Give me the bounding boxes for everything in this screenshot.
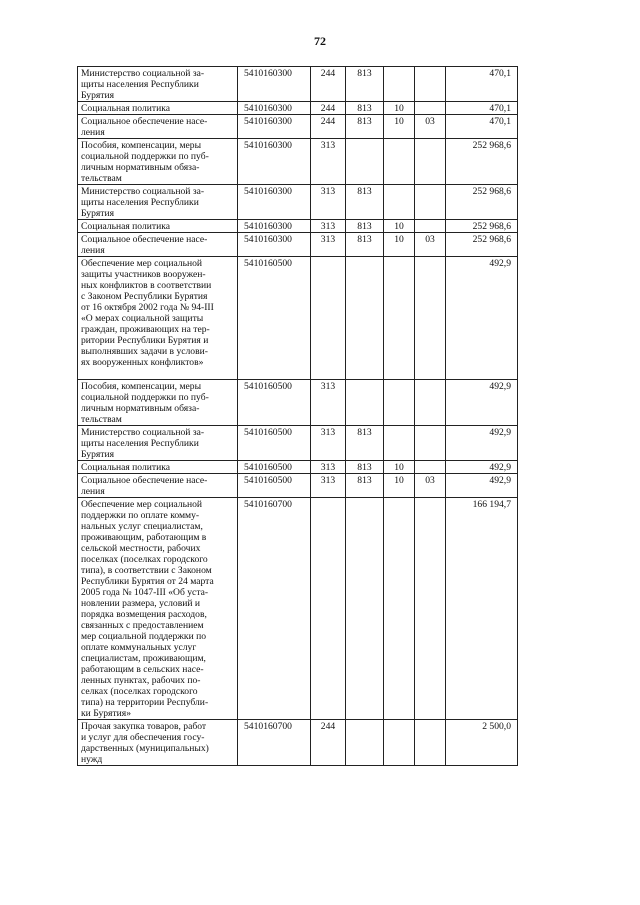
table-row [78, 102, 518, 115]
amount: 252 968,6 [446, 220, 518, 233]
administrator-code: 813 [346, 220, 384, 233]
row-name: Обеспечение мер социальной защиты участников вооружен- ных конфликтов в соответствии с Законом Республики Бурятия от 16 октября 2002 года № 94-III «О мерах социальной защиты граждан, проживающих на тер- ритории Республики Бурятия и выполнявших задачи в услови- ях вооруженных конфликтов» [78, 257, 238, 380]
target-article-code: 5410160300 [238, 67, 311, 102]
target-article-code: 5410160500 [238, 257, 311, 380]
row-name: Министерство социальной за- щиты населения Республики Бурятия [78, 67, 238, 102]
amount: 492,9 [446, 426, 518, 461]
target-article-code: 5410160700 [238, 498, 311, 720]
amount: 492,9 [446, 257, 518, 380]
expense-type-code: 313 [311, 220, 346, 233]
subsection-code: 03 [415, 115, 446, 139]
amount: 492,9 [446, 380, 518, 426]
section-code [384, 67, 415, 102]
administrator-code: 813 [346, 115, 384, 139]
expense-type-code: 313 [311, 461, 346, 474]
table-row [78, 185, 518, 220]
subsection-code [415, 102, 446, 115]
expense-type-code: 313 [311, 233, 346, 257]
target-article-code: 5410160300 [238, 115, 311, 139]
table-row [78, 115, 518, 139]
subsection-code [415, 139, 446, 185]
row-name: Социальное обеспечение насе- ления [78, 115, 238, 139]
subsection-code [415, 220, 446, 233]
row-name: Социальное обеспечение насе- ления [78, 474, 238, 498]
target-article-code: 5410160700 [238, 720, 311, 766]
target-article-code: 5410160300 [238, 233, 311, 257]
table-row [78, 220, 518, 233]
subsection-code [415, 380, 446, 426]
expense-type-code: 313 [311, 474, 346, 498]
administrator-code: 813 [346, 426, 384, 461]
row-name: Социальная политика [78, 461, 238, 474]
section-code [384, 185, 415, 220]
row-name: Социальная политика [78, 102, 238, 115]
subsection-code: 03 [415, 233, 446, 257]
administrator-code [346, 139, 384, 185]
section-code [384, 498, 415, 720]
expense-type-code: 244 [311, 720, 346, 766]
table-row [78, 380, 518, 426]
target-article-code: 5410160300 [238, 102, 311, 115]
expense-type-code: 313 [311, 426, 346, 461]
amount: 470,1 [446, 67, 518, 102]
row-name: Министерство социальной за- щиты населения Республики Бурятия [78, 426, 238, 461]
row-name: Пособия, компенсации, меры социальной поддержки по пуб- личным нормативным обяза- тельствам [78, 139, 238, 185]
amount: 492,9 [446, 461, 518, 474]
budget-table [77, 66, 518, 766]
expense-type-code [311, 498, 346, 720]
expense-type-code: 313 [311, 139, 346, 185]
section-code: 10 [384, 461, 415, 474]
subsection-code [415, 257, 446, 380]
subsection-code [415, 185, 446, 220]
subsection-code [415, 720, 446, 766]
section-code [384, 380, 415, 426]
target-article-code: 5410160500 [238, 474, 311, 498]
target-article-code: 5410160500 [238, 426, 311, 461]
target-article-code: 5410160300 [238, 220, 311, 233]
administrator-code [346, 498, 384, 720]
administrator-code [346, 257, 384, 380]
subsection-code [415, 67, 446, 102]
section-code: 10 [384, 102, 415, 115]
amount: 470,1 [446, 115, 518, 139]
amount: 252 968,6 [446, 185, 518, 220]
table-row [78, 461, 518, 474]
table-row [78, 139, 518, 185]
section-code: 10 [384, 233, 415, 257]
amount: 470,1 [446, 102, 518, 115]
section-code [384, 426, 415, 461]
target-article-code: 5410160500 [238, 461, 311, 474]
amount: 166 194,7 [446, 498, 518, 720]
section-code [384, 257, 415, 380]
section-code: 10 [384, 220, 415, 233]
administrator-code: 813 [346, 461, 384, 474]
target-article-code: 5410160300 [238, 185, 311, 220]
administrator-code: 813 [346, 67, 384, 102]
amount: 2 500,0 [446, 720, 518, 766]
amount: 492,9 [446, 474, 518, 498]
administrator-code: 813 [346, 102, 384, 115]
administrator-code: 813 [346, 185, 384, 220]
subsection-code [415, 461, 446, 474]
expense-type-code: 313 [311, 185, 346, 220]
expense-type-code: 244 [311, 102, 346, 115]
table-row [78, 720, 518, 766]
row-name: Обеспечение мер социальной поддержки по оплате комму- нальных услуг специалистам, проживающим, работающим в сельской местности, рабочих поселках (поселках городского типа), в соответствии с Законом Республики Бурятия от 24 марта 2005 года № 1047-III «Об уста- новлении размера, условий и порядка возмещения расходов, связанных с предоставлением мер социальной поддержки по оплате коммунальных услуг специалистам, проживающим, работающим в сельских насе- ленных пунктах, рабочих по- селках (поселках городского типа) на территории Республи- ки Бурятия» [78, 498, 238, 720]
page-number: 72 [314, 34, 326, 48]
table-row [78, 474, 518, 498]
amount: 252 968,6 [446, 139, 518, 185]
table-row [78, 233, 518, 257]
section-code [384, 139, 415, 185]
row-name: Пособия, компенсации, меры социальной поддержки по пуб- личным нормативным обяза- тельствам [78, 380, 238, 426]
expense-type-code: 244 [311, 67, 346, 102]
table-row [78, 67, 518, 102]
administrator-code [346, 380, 384, 426]
subsection-code: 03 [415, 474, 446, 498]
subsection-code [415, 426, 446, 461]
table-row [78, 426, 518, 461]
expense-type-code: 244 [311, 115, 346, 139]
table-row [78, 257, 518, 380]
row-name: Социальное обеспечение насе- ления [78, 233, 238, 257]
row-name: Прочая закупка товаров, работ и услуг для обеспечения госу- дарственных (муниципальных) нужд [78, 720, 238, 766]
amount: 252 968,6 [446, 233, 518, 257]
target-article-code: 5410160300 [238, 139, 311, 185]
row-name: Социальная политика [78, 220, 238, 233]
administrator-code [346, 720, 384, 766]
expense-type-code: 313 [311, 380, 346, 426]
section-code [384, 720, 415, 766]
administrator-code: 813 [346, 233, 384, 257]
section-code: 10 [384, 115, 415, 139]
target-article-code: 5410160500 [238, 380, 311, 426]
subsection-code [415, 498, 446, 720]
row-name: Министерство социальной за- щиты населения Республики Бурятия [78, 185, 238, 220]
table-row [78, 498, 518, 720]
section-code: 10 [384, 474, 415, 498]
expense-type-code [311, 257, 346, 380]
administrator-code: 813 [346, 474, 384, 498]
